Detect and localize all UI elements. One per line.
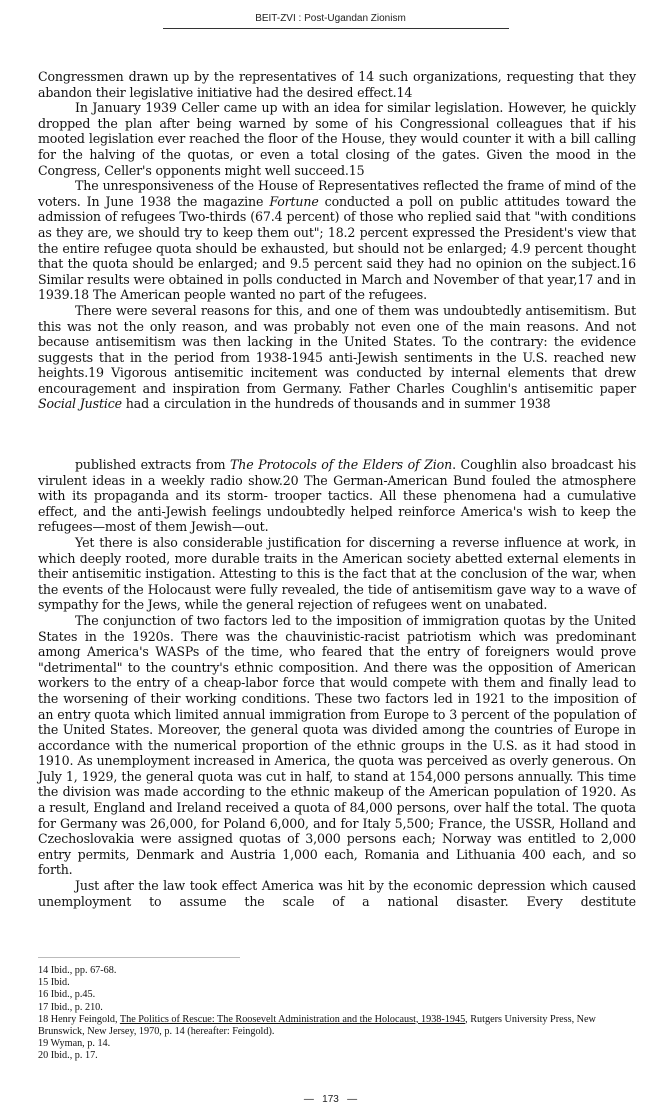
paragraph-celler: In January 1939 Celler came up with an idea for similar legislation. However, he quickly dropped the plan after being warned by some of his Congressional colleagues that if his mooted legislation ever reached the floor of the House, they would counter it with a bill calling for the halving of the quotas, or even a total closing of the gates. Given the mood in the Congress, Celler's opponents might well succeed.15 [38,100,636,178]
footnote-18: 18 Henry Feingold, The Politics of Rescue: The Roosevelt Administration and the Holocaust, 1938-1945, Rutgers University Press, New Brunswick, New Jersey, 1970, p. 14 (hereafter: Feingold). [38,1013,596,1038]
footnote-16: 16 Ibid., p.45. [38,989,96,1001]
cited-book-title: The Politics of Rescue: The Roosevelt Administration and the Holocaust, 1938-1945 [119,1013,466,1025]
paragraph-depression: Just after the law took effect America was hit by the economic depression which caused unemployment to assume the scale of a national disaster. Every destitute [38,878,636,909]
page-number: — 173 — [303,1094,358,1105]
paragraph-protocols: published extracts from The Protocols of the Elders of Zion. Coughlin also broadcast his virulent ideas in a weekly radio show.20 The German-American Bund fouled the atmosphere with its propaganda and its storm- trooper tactics. All these phenomena had a cumulative effect, and the anti-Jewish feelings undoubtedly helped reinforce America's wish to keep the refugees—most of them Jewish—out. [38,457,637,535]
paragraph-continued: Congressmen drawn up by the representatives of 14 such organizations, requesting that they abandon their legislative initiative had the desired effect.14 [38,69,636,100]
footnote-separator [38,957,240,958]
footnote-17: 17 Ibid., p. 210. [38,1001,103,1013]
footnote-20: 20 Ibid., p. 17. [38,1050,98,1062]
protocols-title: The Protocols of the Elders of Zion [230,457,453,472]
paragraph-reverse-influence: Yet there is also considerable justification for discerning a reverse influence at work, in which deeply rooted, more durable traits in the American society abetted external elements in their antisemitic instigation. Attesting to this is the fact that at the conclusion of the war, when the events of the Holocaust were fully revealed, the tide of antisemitism gave way to a wave of sympathy for the Jews, while the general rejection of refugees went on unabated. [38,534,636,613]
paper-title: Social Justice [38,396,122,412]
running-header: BEIT-ZVI : Post-Ugandan Zionism [255,13,406,24]
footnote-15: 15 Ibid. [38,977,70,989]
paragraph-antisemitism: There were several reasons for this, and one of them was undoubtedly antisemitism. But this was not the only reason, and was probably not even one of the main reasons. And not because antisemitism was then lacking in the United States. To the contrary: the evidence suggests that in the period from 1938-1945 anti-Jewish sentiments in the U.S. reached new heights.19 Vigorous antisemitic incitement was conducted by internal elements that drew encouragement and inspiration from Germany. Father Charles Coughlin's antisemitic paper Social Justice had a circulation in the hundreds of thousands and in summer 1938 [38,302,636,412]
footnote-14: 14 Ibid., pp. 67-68. [38,965,117,976]
footnotes [38,965,638,1063]
header-rule [163,28,509,29]
body-text-block-2 [38,457,636,909]
paragraph-quotas: The conjunction of two factors led to the imposition of immigration quotas by the United States in the 1920s. There was the chauvinistic-racist patriotism which was predominant among America's WASPs of the time, who feared that the entry of foreigners would prove "detrimental" to the country's ethnic composition. And there was the opposition of American workers to the entry of a cheap-labor force that would compete with them and finally lead to the worsening of their working conditions. These two factors led in 1921 to the imposition of an entry quota which limited annual immigration from Europe to 3 percent of the population of the United States. Moreover, the general quota was divided among the countries of Europe in accordance with the numerical proportion of the ethnic groups in the U.S. as it had stood in 1910. As unemployment increased in America, the quota was perceived as overly generous. On July 1, 1929, the general quota was cut in half, to stand at 154,000 persons annually. This time the division was made according to the ethnic makeup of the American population of 1920. As a result, England and Ireland received a quota of 84,000 persons, over half the total. The quota for Germany was 26,000, for Poland 6,000, and for Italy 5,500; France, the USSR, Holland and Czechoslovakia were assigned quotas of 3,000 persons each; Norway was entitled to 2,000 entry permits, Denmark and Austria 1,000 each, Romania and Lithuania 400 each, and so forth. [38,612,636,878]
footnote-19: 19 Wyman, p. 14. [38,1038,111,1050]
body-text-block-1 [38,69,636,412]
paragraph-fortune-poll: The unresponsiveness of the House of Representatives reflected the frame of mind of the voters. In June 1938 the magazine Fortune conducted a poll on public attitudes toward the admission of refugees Two-thirds (67.4 percent) of those who replied said that "with conditions as they are, we should try to keep them out"; 18.2 percent expressed the President's view that the entire refugee quota should be exhausted, but should not be enlarged; 4.9 percent thought that the quota should be enlarged; and 9.5 percent said they had no opinion on the subject.16 Similar results were obtained in polls conducted in March and November of that year,17 and in 1939.18 The American people wanted no part of the refugees. [38,178,636,303]
magazine-title: Fortune [269,193,319,209]
